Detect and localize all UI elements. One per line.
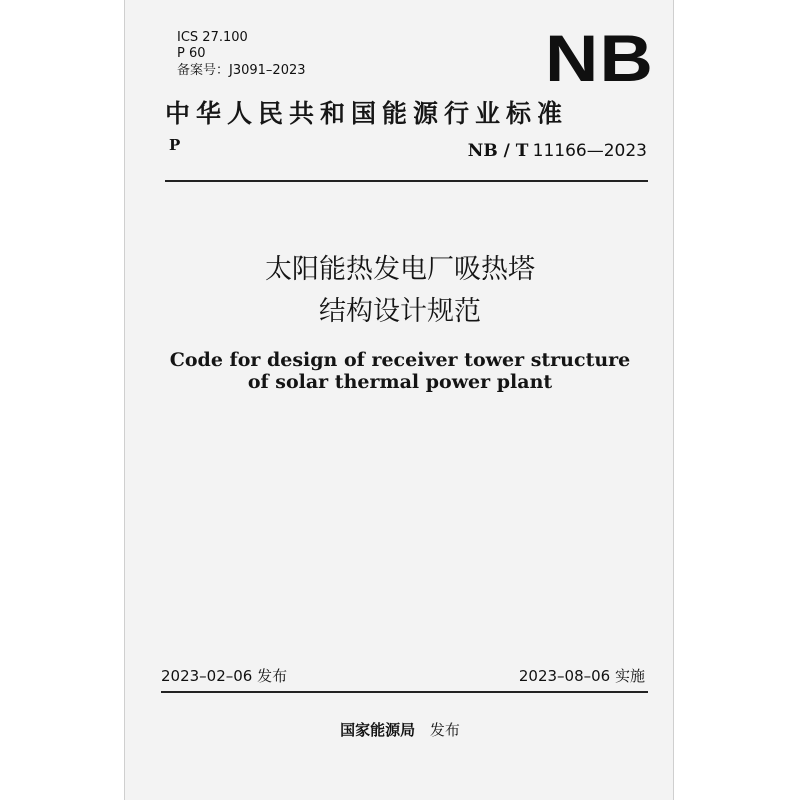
issue-date: 2023–02–06 发布 (161, 667, 288, 685)
header-divider (165, 180, 648, 182)
title-en-line1: Code for design of receiver tower structure (169, 349, 631, 371)
issuer-org: 国家能源局 (340, 721, 416, 739)
category-letter: P (169, 136, 181, 154)
footer-divider (161, 691, 648, 693)
effective-date: 2023–08–06 实施 (518, 667, 645, 685)
title-en-line2: of solar thermal power plant (247, 371, 553, 393)
p-code: P 60 (177, 46, 206, 61)
title-zh-line1: 太阳能热发电厂吸热塔 (265, 254, 535, 285)
nb-logo: NB (545, 21, 655, 95)
filing-number: 备案号：J3091–2023 (177, 63, 306, 78)
standard-code: 11166—2023 (532, 141, 647, 161)
standard-prefix: NB / T (467, 141, 529, 161)
standard-type-title: 中华人民共和国能源行业标准 (165, 99, 569, 128)
issuer-action: 发布 (429, 721, 460, 739)
standard-number (468, 140, 647, 162)
standard-cover (124, 0, 674, 800)
title-zh-line2: 结构设计规范 (319, 296, 481, 327)
ics-code: ICS 27.100 (177, 30, 248, 45)
issuer (125, 720, 675, 740)
